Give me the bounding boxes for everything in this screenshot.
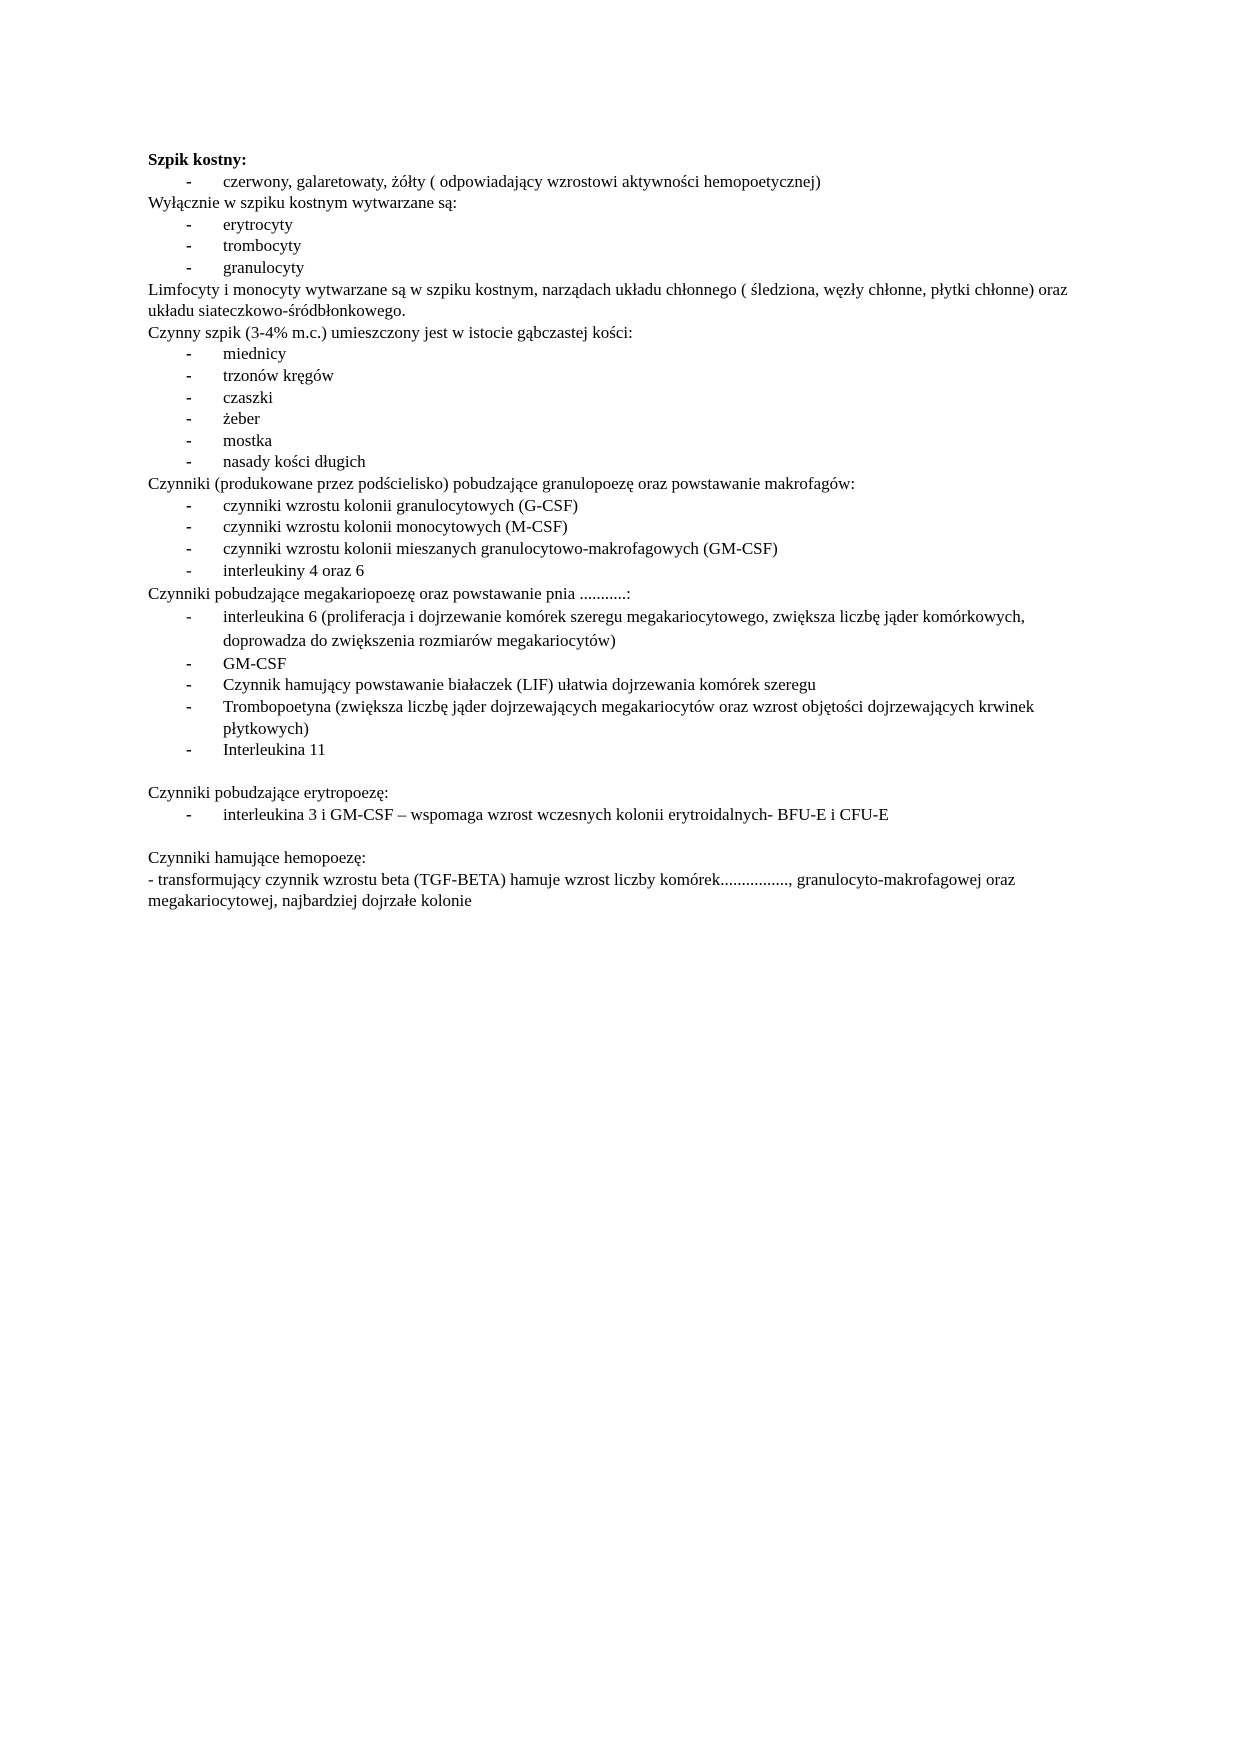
- list-item-text: interleukiny 4 oraz 6: [223, 561, 365, 581]
- dash-bullet: -: [186, 561, 192, 581]
- list-item-text: trombocyty: [223, 236, 302, 256]
- list-item-text: trzonów kręgów: [223, 365, 334, 385]
- list-item-text: granulocyty: [223, 257, 305, 277]
- dash-bullet: -: [186, 653, 192, 673]
- list-item: [148, 739, 1088, 761]
- dash-bullet: -: [186, 214, 192, 234]
- dash-bullet: -: [186, 236, 192, 256]
- list-item: [148, 430, 1088, 452]
- list-item-text: erytrocyty: [223, 214, 293, 234]
- list-item-text: czynniki wzrostu kolonii monocytowych (M-CSF): [223, 517, 568, 537]
- list-item-text: GM-CSF: [223, 653, 287, 673]
- dash-bullet: -: [186, 675, 192, 695]
- dash-bullet: -: [186, 430, 192, 450]
- spacer: [148, 761, 1088, 783]
- dash-bullet: -: [186, 740, 192, 760]
- list-item: [148, 387, 1088, 409]
- dash-bullet: -: [186, 365, 192, 385]
- dash-bullet: -: [186, 606, 192, 626]
- list-item: [148, 516, 1088, 538]
- granulopoiesis-intro: Czynniki (produkowane przez podścielisko) pobudzające granulopoezę oraz powstawanie makrofagów:: [148, 473, 856, 493]
- exclusive-intro: Wyłącznie w szpiku kostnym wytwarzane są:: [148, 193, 458, 213]
- marrow-heading: Szpik kostny:: [148, 150, 247, 169]
- dash-bullet: -: [186, 344, 192, 364]
- list-item-text: interleukina 3 i GM-CSF – wspomaga wzrost wczesnych kolonii erytroidalnych- BFU-E i CFU-E: [223, 805, 889, 825]
- list-item: [148, 804, 1088, 826]
- megakaryopoiesis-intro: Czynniki pobudzające megakariopoezę oraz powstawanie pnia ...........:: [148, 584, 631, 604]
- dash-bullet: -: [186, 517, 192, 537]
- list-item-text: nasady kości długich: [223, 452, 366, 472]
- list-item-text: Interleukina 11: [223, 740, 326, 760]
- list-item: [148, 495, 1088, 517]
- dash-bullet: -: [186, 409, 192, 429]
- list-item-text: Trombopoetyna (zwiększa liczbę jąder dojrzewających megakariocytów oraz wzrost objętości dojrzewających krwinek płytkowych): [223, 697, 1035, 738]
- dash-bullet: -: [186, 538, 192, 558]
- list-item: [148, 365, 1088, 387]
- list-item: [148, 538, 1088, 560]
- list-item: [148, 257, 1088, 279]
- erythropoiesis-intro: Czynniki pobudzające erytropoezę:: [148, 783, 389, 803]
- document-content: [148, 149, 1088, 912]
- list-item-text: miednicy: [223, 344, 287, 364]
- spacer: [148, 826, 1088, 848]
- list-item-text: Czynnik hamujący powstawanie białaczek (LIF) ułatwia dojrzewania komórek szeregu: [223, 675, 816, 695]
- list-item: [148, 451, 1088, 473]
- dash-bullet: -: [186, 171, 192, 191]
- dash-bullet: -: [186, 387, 192, 407]
- list-item: [148, 343, 1088, 365]
- list-item: [148, 171, 1088, 193]
- dash-bullet: -: [186, 495, 192, 515]
- inhibition-intro: Czynniki hamujące hemopoezę:: [148, 848, 367, 868]
- active-marrow-intro: Czynny szpik (3-4% m.c.) umieszczony jest w istocie gąbczastej kości:: [148, 322, 633, 342]
- dash-bullet: -: [186, 697, 192, 717]
- list-item: [148, 605, 1088, 653]
- list-item: [148, 653, 1088, 675]
- list-item: [148, 214, 1088, 236]
- list-item: [148, 559, 1088, 583]
- lymphocytes-paragraph: Limfocyty i monocyty wytwarzane są w szpiku kostnym, narządach układu chłonnego ( śledziona, węzły chłonne, płytki chłonne) oraz układu siateczkowo-śródbłonkowego.: [148, 279, 1068, 321]
- list-item-text: żeber: [223, 409, 260, 429]
- list-item-text: mostka: [223, 430, 273, 450]
- dash-bullet: -: [186, 452, 192, 472]
- list-item-text: czynniki wzrostu kolonii granulocytowych (G-CSF): [223, 495, 579, 515]
- dash-bullet: -: [186, 257, 192, 277]
- list-item: [148, 408, 1088, 430]
- list-item-text: interleukina 6 (proliferacja i dojrzewanie komórek szeregu megakariocytowego, zwiększa liczbę jąder komórkowych, doprowadza do zwiększenia rozmiarów megakariocytów): [223, 606, 1025, 650]
- list-item-text: czaszki: [223, 387, 274, 407]
- list-item: [148, 235, 1088, 257]
- dash-bullet: -: [186, 805, 192, 825]
- list-item-text: czerwony, galaretowaty, żółty ( odpowiadający wzrostowi aktywności hemopoetycznej): [223, 171, 821, 191]
- list-item-text: czynniki wzrostu kolonii mieszanych granulocytowo-makrofagowych (GM-CSF): [223, 538, 778, 558]
- list-item: [148, 696, 1088, 739]
- inhibition-paragraph: - transformujący czynnik wzrostu beta (TGF-BETA) hamuje wzrost liczby komórek................, granulocyto-makrofagowej oraz megakariocytowej, najbardziej dojrzałe kolonie: [148, 869, 1016, 911]
- list-item: [148, 674, 1088, 696]
